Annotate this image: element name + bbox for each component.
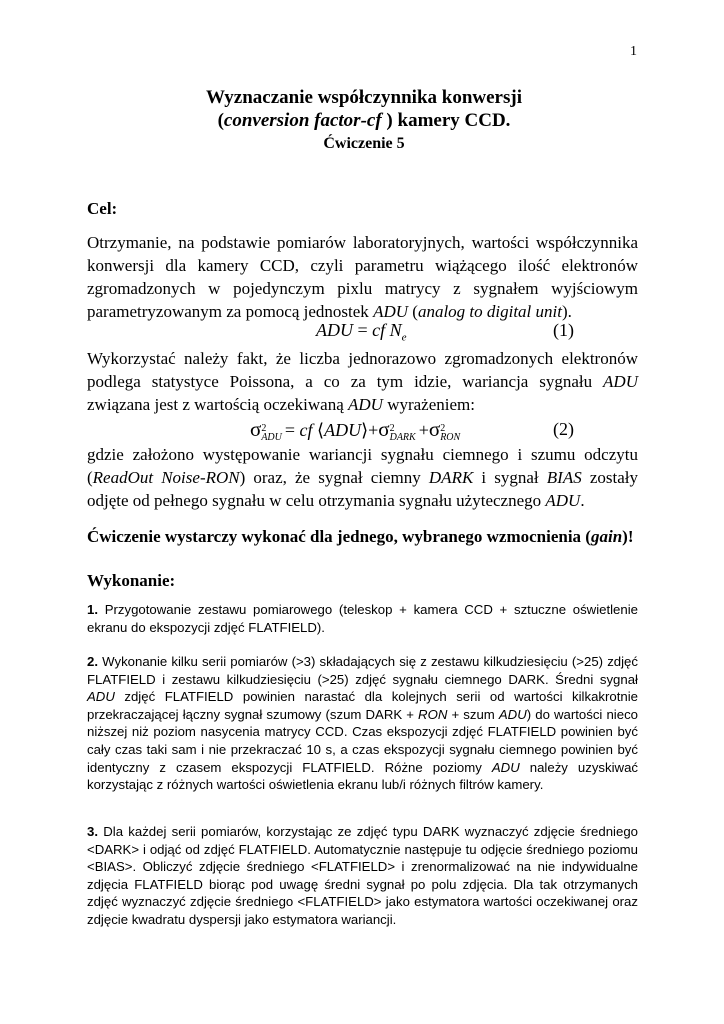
equation-1: ADU = cf $N_e$ — [316, 320, 407, 344]
step-2: 2. Wykonanie kilku serii pomiarów (>3) składających się z zestawu kilkudziesięciu (>25) zdjęć FLATFIELD i zestawu kilkudziesięciu (>25) zdjęć sygnału ciemnego DARK. Średni sygnał ADU zdjęć FLATFIELD powinien narastać dla kolejnych serii od wartości kilkakrotnie przekraczającej łączny sygnał szumowy (szum DARK + RON + szum ADU) do wartości nieco niższej niż poziom nasycenia matrycy CCD. Czas ekspozycji zdjęć FLATFIELD powinien być cały czas taki sam i nie przekraczać 10 s, a czas ekspozycji sygnału ciemnego powinien być identyczny z czasem ekspozycji FLATFIELD. Różne poziomy ADU należy uzyskiwać korzystając z różnych wartości oświetlenia ekranu lub/i różnych filtrów kamery. — [87, 654, 638, 793]
step-3: 3. Dla każdej serii pomiarów, korzystając ze zdjęć typu DARK wyznaczyć zdjęcie średniego <DARK> i odjąć od zdjęć FLATFIELD. Automatycznie następuje tu odjęcie średniego poziomu <BIAS>. Obliczyć zdjęcie średniego <FLATFIELD> i zrenormalizować na nie indywidualne zdjęcia FLATFIELD biorąc pod uwagę średni sygnał po polu zdjęcia. Dla tak otrzymanych zdjęć wyznaczyć zdjęcie średniego <FLATFIELD> jako estymatora wartości oczekiwanej oraz zdjęcie kwadratu dyspersji jako estymatora wariancji. — [87, 824, 638, 927]
gain-note: Ćwiczenie wystarczy wykonać dla jednego, wybranego wzmocnienia (gain)! — [87, 527, 634, 546]
page-subtitle: (conversion factor-cf ) kamery CCD. — [217, 110, 511, 131]
equation-2: σ 2 ADU = cf ⟨ADU⟩+σ 2 DARK +σ 2 RON — [250, 417, 461, 443]
page-number: 1 — [630, 44, 637, 59]
page-title: Wyznaczanie współczynnika konwersji — [206, 87, 522, 108]
cel-heading: Cel: — [87, 199, 118, 218]
equation-2-number: (2) — [553, 419, 574, 439]
cel-paragraph-2: Wykorzystać należy fakt, że liczba jednorazowo zgromadzonych elektronów podlega statystyce Poissona, a co za tym idzie, wariancja sygnału ADU związana jest z wartością oczekiwaną ADU wyrażeniem: — [87, 349, 638, 414]
equation-1-number: (1) — [553, 320, 574, 340]
wykonanie-heading: Wykonanie: — [87, 571, 176, 590]
cel-paragraph-3: gdzie założono występowanie wariancji sygnału ciemnego i szumu odczytu (ReadOut Noise-RON) oraz, że sygnał ciemny DARK i sygnał BIAS zostały odjęte od pełnego sygnału w celu otrzymania sygnału użytecznego ADU. — [87, 445, 638, 510]
exercise-number: Ćwiczenie 5 — [323, 135, 405, 152]
step-1: 1. Przygotowanie zestawu pomiarowego (teleskop + kamera CCD + sztuczne oświetlenie ekranu do ekspozycji zdjęć FLATFIELD). — [87, 602, 638, 635]
cel-paragraph-1: Otrzymanie, na podstawie pomiarów laboratoryjnych, wartości współczynnika konwersji dla kamery CCD, czyli parametru wiążącego ilość elektronów zgromadzonych w pojedynczym pixlu matrycy z sygnałem wyjściowym parametryzowanym za pomocą jednostek ADU (analog to digital unit). — [87, 233, 638, 321]
